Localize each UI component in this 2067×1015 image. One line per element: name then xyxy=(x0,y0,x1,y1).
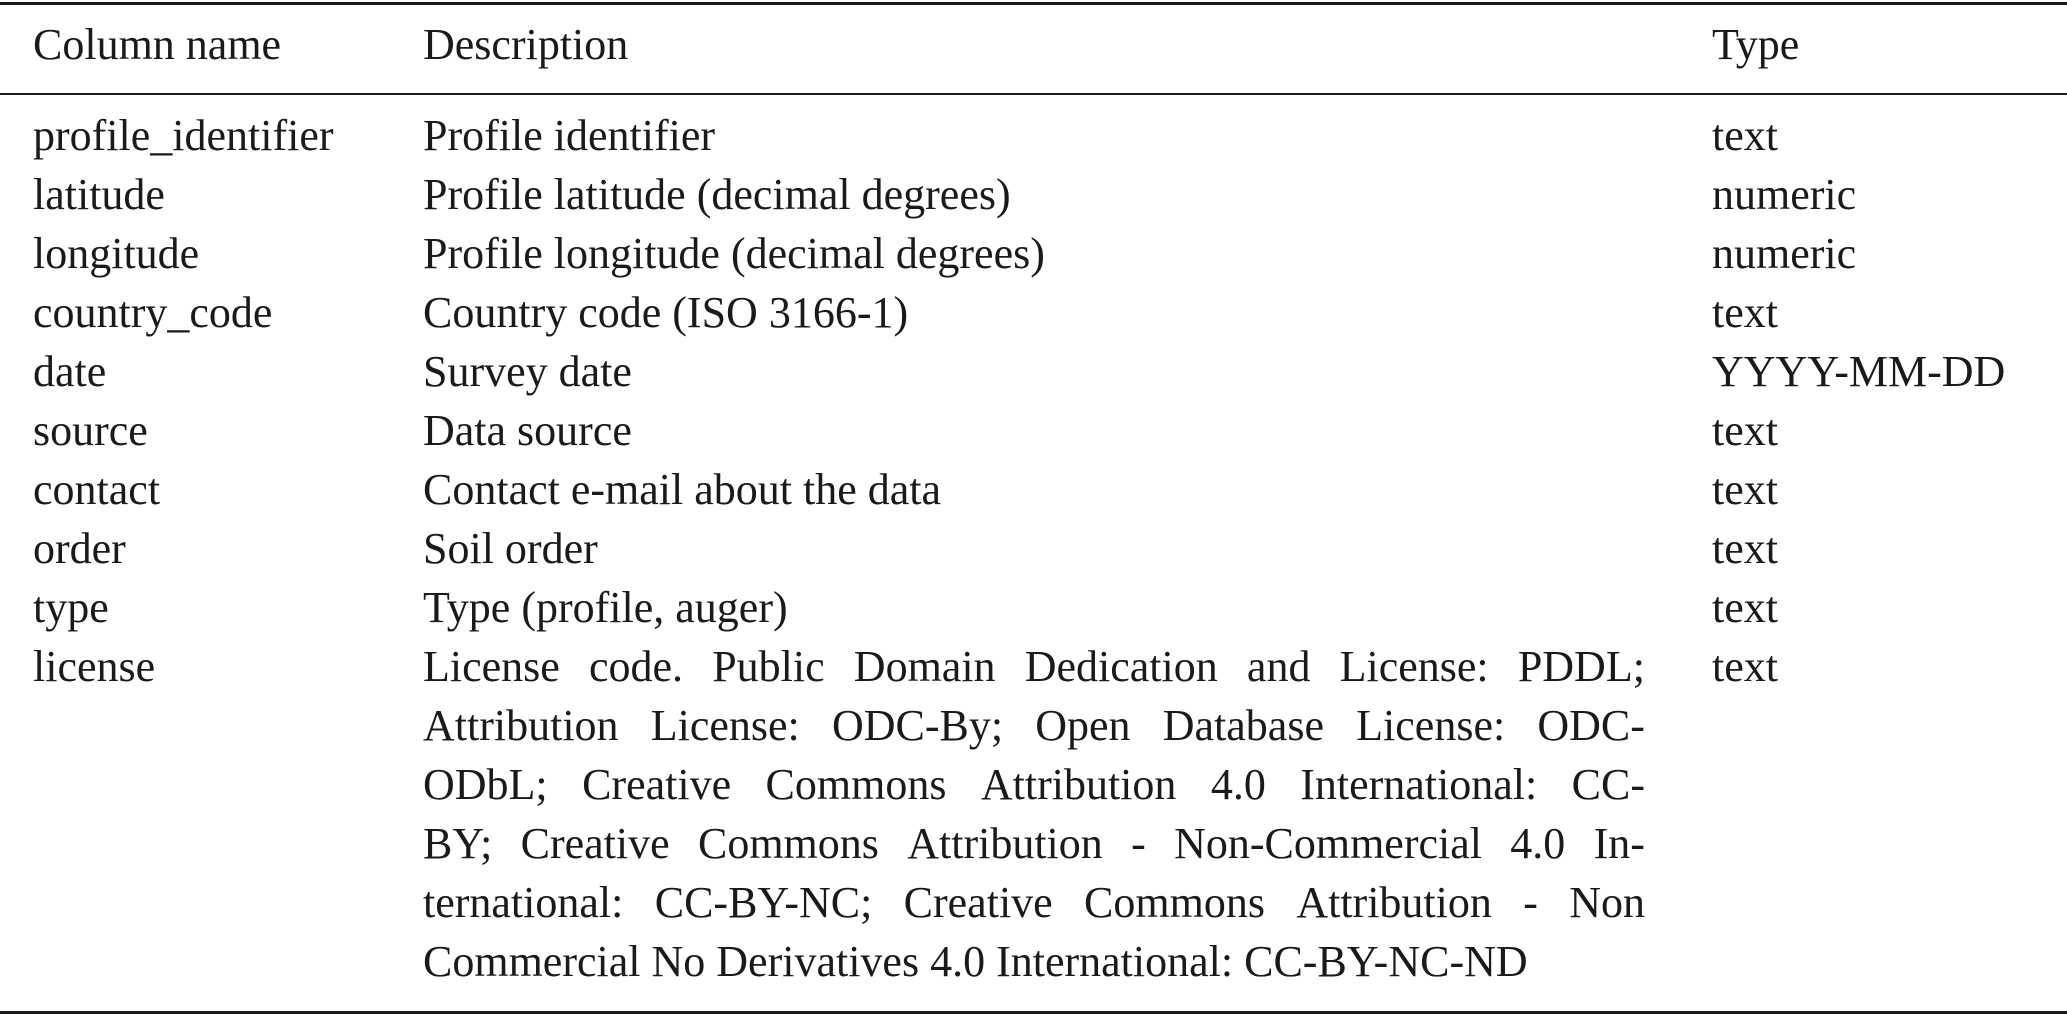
cell-description: Profile identifier xyxy=(423,111,716,160)
description-line: ODbL; Creative Commons Attribution 4.0 International: CC- xyxy=(423,760,1645,809)
cell-description: Country code (ISO 3166-1) xyxy=(423,288,909,337)
cell-type: text xyxy=(1712,465,1778,514)
top-rule xyxy=(0,2,2067,5)
cell-type: text xyxy=(1712,642,1778,691)
cell-column-name: order xyxy=(33,524,126,573)
cell-description: Type (profile, auger) xyxy=(423,583,788,632)
header-column-name: Column name xyxy=(33,20,282,69)
cell-column-name: longitude xyxy=(33,229,200,278)
cell-column-name: source xyxy=(33,406,148,455)
cell-column-name: type xyxy=(33,583,109,632)
description-line: ternational: CC-BY-NC; Creative Commons Attribution - Non xyxy=(423,878,1645,927)
cell-description: Data source xyxy=(423,406,632,455)
header-type: Type xyxy=(1712,20,1800,69)
cell-type: YYYY-MM-DD xyxy=(1712,347,2006,396)
cell-column-name: contact xyxy=(33,465,161,514)
description-line: License code. Public Domain Dedication and License: PDDL; xyxy=(423,642,1645,691)
cell-description-license xyxy=(423,637,1645,991)
cell-column-name: profile_identifier xyxy=(33,111,334,160)
cell-description: Survey date xyxy=(423,347,632,396)
cell-column-name: date xyxy=(33,347,107,396)
header-description: Description xyxy=(423,20,629,69)
cell-type: text xyxy=(1712,406,1778,455)
description-line: Commercial No Derivatives 4.0 International: CC-BY-NC-ND xyxy=(423,937,1528,986)
cell-column-name: latitude xyxy=(33,170,165,219)
cell-type: numeric xyxy=(1712,229,1857,278)
description-line: BY; Creative Commons Attribution - Non-Commercial 4.0 In- xyxy=(423,819,1645,868)
cell-description: Profile latitude (decimal degrees) xyxy=(423,170,1011,219)
cell-type: numeric xyxy=(1712,170,1857,219)
bottom-rule xyxy=(0,1011,2067,1014)
cell-column-name: country_code xyxy=(33,288,273,337)
cell-column-name: license xyxy=(33,642,156,691)
cell-description: Profile longitude (decimal degrees) xyxy=(423,229,1045,278)
description-line: Attribution License: ODC-By; Open Database License: ODC- xyxy=(423,701,1645,750)
cell-description: Contact e-mail about the data xyxy=(423,465,942,514)
cell-type: text xyxy=(1712,583,1778,632)
cell-type: text xyxy=(1712,524,1778,573)
cell-type: text xyxy=(1712,288,1778,337)
header-rule xyxy=(0,93,2067,95)
cell-type: text xyxy=(1712,111,1778,160)
cell-description: Soil order xyxy=(423,524,598,573)
